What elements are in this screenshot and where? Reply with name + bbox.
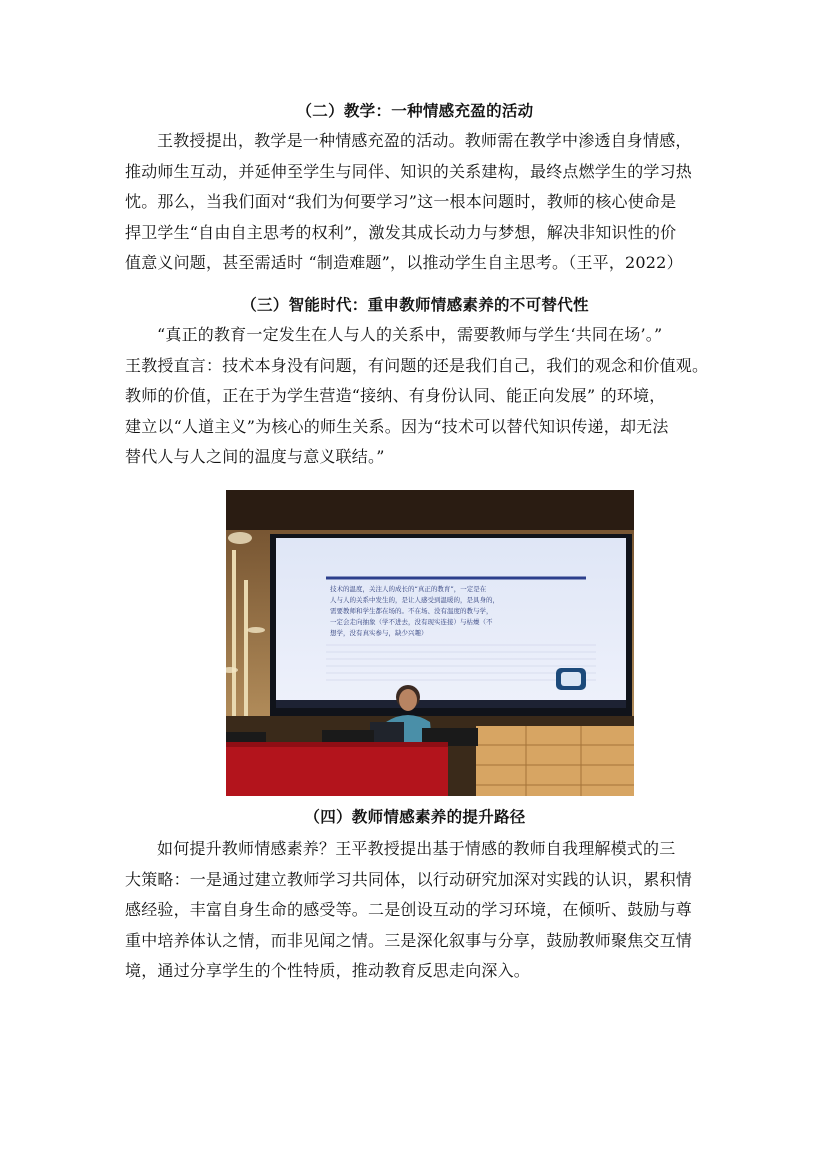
para-line: 忱。那么，当我们面对“我们为何要学习”这一根本问题时，教师的核心使命是 <box>125 192 677 211</box>
para-line: 王教授直言：技术本身没有问题，有问题的还是我们自己，我们的观念和价值观。 <box>125 355 709 375</box>
para-line: 教师的价值，正在于为学生营造“接纳、有身份认同、能正向发展” 的环境， <box>125 386 666 405</box>
para-line: 重中培养体认之情，而非见闻之情。三是深化叙事与分享，鼓励教师聚焦交互情 <box>125 930 693 950</box>
lecture-photo <box>226 490 634 796</box>
para-line: 境，通过分享学生的个性特质，推动教育反思走向深入。 <box>125 961 531 980</box>
para-line: 替代人与人之间的温度与意义联结。” <box>125 447 385 466</box>
section3-heading: （三）智能时代：重申教师情感素养的不可替代性 <box>241 296 589 314</box>
slide-line: 想学，没有真实参与，缺少兴趣） <box>330 629 428 637</box>
para-line: 捍卫学生“自由自主思考的权利”，激发其成长动力与梦想，解决非知识性的价 <box>125 222 677 242</box>
section2-paragraph <box>125 126 715 279</box>
projection-screen <box>270 534 632 716</box>
para-line: 建立以“人道主义”为核心的师生关系。因为“技术可以替代知识传递，却无法 <box>125 416 669 436</box>
slide-line: 人与人的关系中发生的，是让人感受到温暖的，是具身的， <box>330 596 499 604</box>
section3-paragraph <box>125 320 715 473</box>
para-line: 推动师生互动，并延伸至学生与同伴、知识的关系建构，最终点燃学生的学习热 <box>125 161 693 181</box>
slide-line: 需要教师和学生都在场的。不在场、没有温度的教与学， <box>330 607 493 615</box>
section2-heading: （二）教学：一种情感充盈的活动 <box>296 102 534 120</box>
slide-line: 一定会走向抽象（学不进去，没有现实连接）与枯燥（不 <box>330 618 493 626</box>
red-table <box>226 742 448 796</box>
para-line: 值意义问题，甚至需适时 “制造难题”，以推动学生自主思考。（王平，2022） <box>125 253 683 272</box>
section4-heading: （四）教师情感素养的提升路径 <box>304 808 526 826</box>
slide-line: 技术的温度，关注人的成长的“真正的教育”，一定是在 <box>330 585 487 593</box>
section4-paragraph <box>125 834 715 987</box>
para-line: 感经验，丰富自身生命的感受等。二是创设互动的学习环境，在倾听、鼓励与尊 <box>125 900 693 919</box>
para-line: 如何提升教师情感素养？王平教授提出基于情感的教师自我理解模式的三 <box>157 839 676 858</box>
laptop-monitor <box>370 722 404 744</box>
para-line: “真正的教育一定发生在人与人的关系中，需要教师与学生‘共同在场’。” <box>157 325 663 344</box>
para-line: 大策略：一是通过建立教师学习共同体，以行动研究加深对实践的认识，累积情 <box>125 869 693 889</box>
para-line: 王教授提出，教学是一种情感充盈的活动。教师需在教学中渗透自身情感， <box>157 131 692 150</box>
